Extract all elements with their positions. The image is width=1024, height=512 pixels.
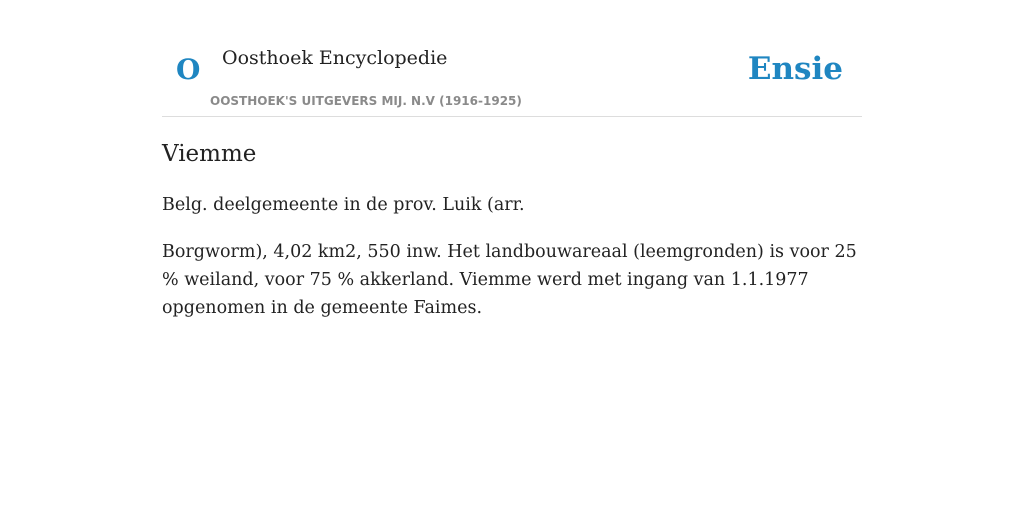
article-paragraph-2: Borgworm), 4,02 km2, 550 inw. Het landbouwareaal (leemgronden) is voor 25 % weiland, voor 75 % akkerland. Viemme werd met ingang van 1.1.1977 opgenomen in de gemeente Faimes. <box>162 242 857 318</box>
brand-logo[interactable]: Ensie <box>747 51 843 87</box>
site-subtitle: OOSTHOEK'S UITGEVERS MIJ. N.V (1916-1925) <box>210 94 522 108</box>
entry-title: Viemme <box>162 141 257 167</box>
site-title[interactable]: Oosthoek Encyclopedie <box>222 47 448 69</box>
site-header <box>162 0 862 117</box>
article <box>162 137 862 322</box>
logo-letter[interactable]: O <box>176 53 201 86</box>
article-paragraph-1: Belg. deelgemeente in de prov. Luik (arr. <box>162 195 525 215</box>
